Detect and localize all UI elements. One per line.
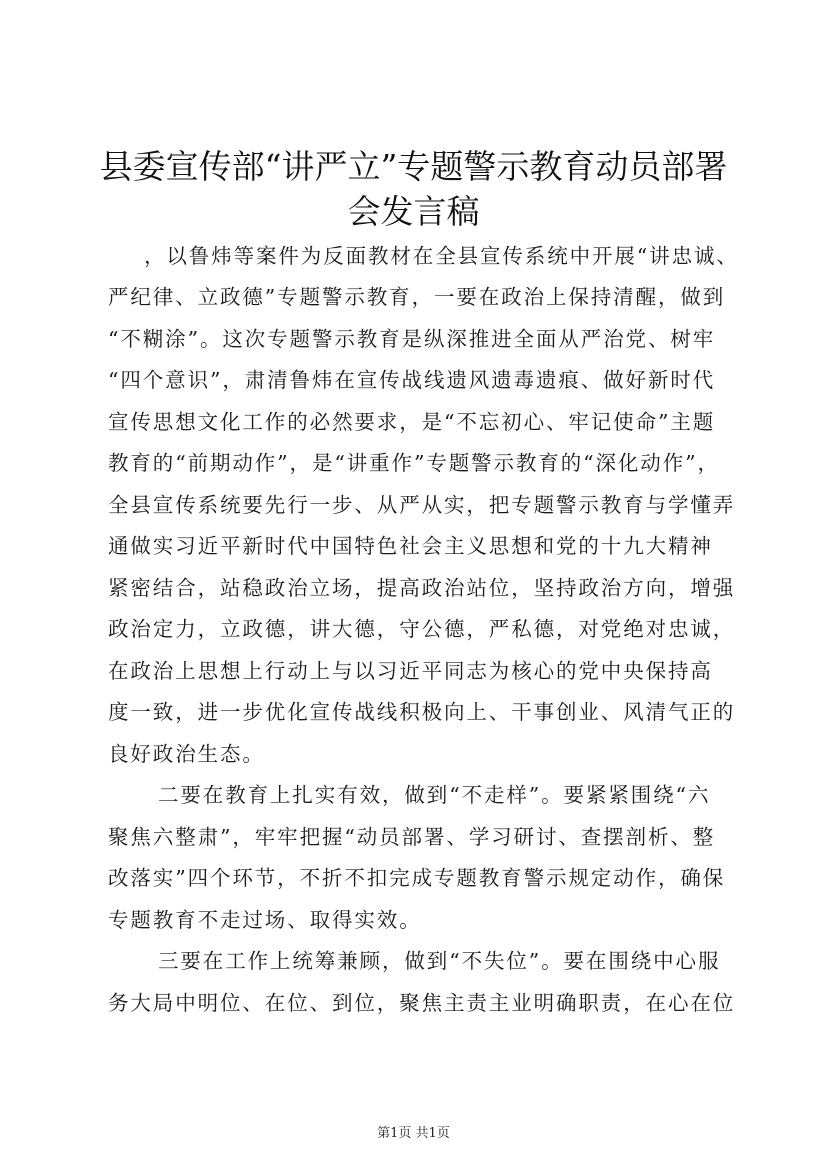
body-line-6: 教育的“前期动作”，是“讲重作”专题警示教育的“深化动作”， [108,451,720,475]
body-line-7: 全县宣传系统要先行一步、从严从实，把专题警示教育与学懂弄 [108,493,736,517]
body-line-10: 政治定力，立政德，讲大德，守公德，严私德，对党绝对忠诚， [108,617,736,641]
document-title-line-1: 县委宣传部“讲严立”专题警示教育动员部署 [99,147,728,186]
body-line-8: 通做实习近平新时代中国特色社会主义思想和党的十九大精神 [108,534,713,558]
body-line-5: 宣传思想文化工作的必然要求，是“不忘初心、牢记使命”主题 [108,410,716,434]
body-line-4: “四个意识”，肃清鲁炜在宣传战线遗风遗毒遗痕、做好新时代 [108,368,716,392]
body-line-3: “不糊涂”。这次专题警示教育是纵深推进全面从严治党、树牢 [108,327,716,351]
body-line-17: 专题教育不走过场、取得实效。 [108,908,422,932]
body-line-19: 务大局中明位、在位、到位，聚焦主责主业明确职责，在心在位 [108,991,736,1015]
document-title-line-2: 会发言稿 [347,192,480,231]
body-line-2: 严纪律、立政德”专题警示教育，一要在政治上保持清醒，做到 [108,285,726,309]
page-footer: 第1页 共1页 [377,1126,450,1141]
body-line-15: 聚焦六整肃”，牢牢把握“动员部署、学习研讨、查摆剖析、整 [108,825,716,849]
body-line-16: 改落实”四个环节，不折不扣完成专题教育警示规定动作，确保 [108,866,726,890]
body-line-18: 三要在工作上统筹兼顾，做到“不失位”。要在围绕中心服 [158,949,721,973]
body-line-11: 在政治上思想上行动上与以习近平同志为核心的党中央保持高 [108,659,713,683]
body-line-1: ，以鲁炜等案件为反面教材在全县宣传系统中开展“讲忠诚、 [144,244,739,268]
body-line-9: 紧密结合，站稳政治立场，提高政治站位，坚持政治方向，增强 [108,576,736,600]
body-line-14: 二要在教育上扎实有效，做到“不走样”。要紧紧围绕“六 [158,783,711,807]
body-line-13: 良好政治生态。 [108,742,265,766]
body-line-12: 度一致，进一步优化宣传战线积极向上、干事创业、风清气正的 [108,700,736,724]
